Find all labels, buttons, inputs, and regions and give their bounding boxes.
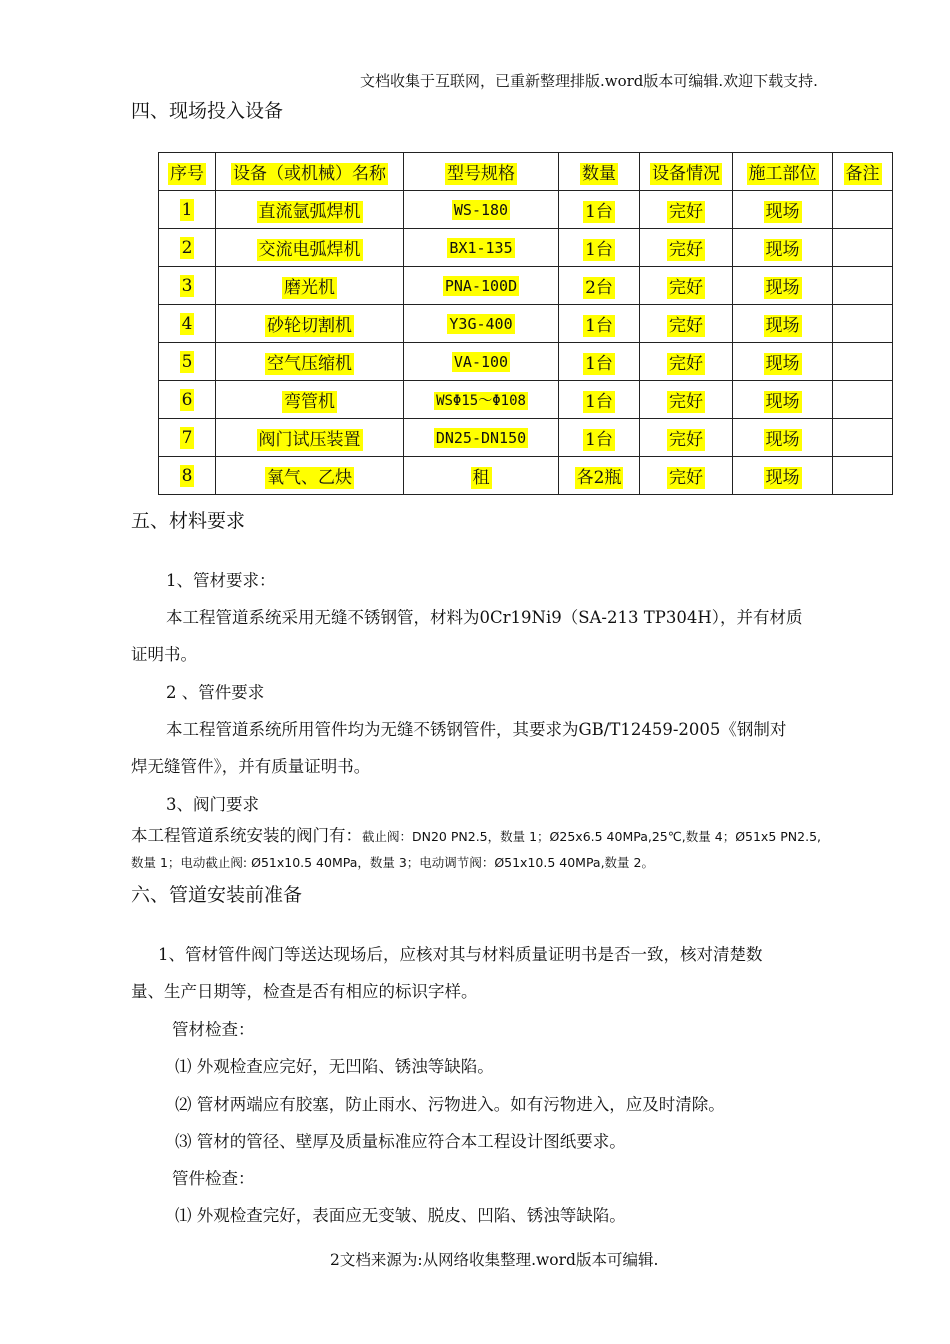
- cell: 现场: [765, 278, 800, 298]
- header-cell: 设备（或机械）名称: [216, 153, 404, 191]
- pipe-check-item: ⑶ 管材的管径、壁厚及质量标准应符合本工程设计图纸要求。: [175, 1132, 626, 1151]
- table-row: [159, 419, 893, 457]
- cell: [833, 381, 893, 419]
- table-row: [159, 381, 893, 419]
- cell: 氧气、乙炔: [267, 468, 352, 488]
- cell: 1台: [585, 430, 613, 450]
- cell: 现场: [765, 240, 800, 260]
- pipe-check-item: ⑴ 外观检查应完好，无凹陷、锈浊等缺陷。: [175, 1057, 494, 1076]
- cell: 3: [181, 275, 193, 296]
- table-row: [159, 457, 893, 495]
- cell: 弯管机: [284, 392, 335, 412]
- cell: [833, 267, 893, 305]
- cell: 完好: [669, 202, 703, 222]
- cell: 1台: [585, 316, 613, 336]
- cell: Y3G-400: [449, 314, 513, 333]
- header-cell: 施工部位: [733, 153, 833, 191]
- fitting-req-text-1: 本工程管道系统所用管件均为无缝不锈钢管件，其要求为GB/T12459-2005《钢制对: [166, 720, 787, 739]
- cell: 现场: [765, 468, 800, 488]
- cell: 完好: [669, 430, 703, 450]
- cell: 1台: [585, 354, 613, 374]
- cell: 完好: [669, 278, 703, 298]
- cell: 完好: [669, 468, 703, 488]
- cell: [833, 457, 893, 495]
- cell: 磨光机: [284, 278, 335, 298]
- cell: 8: [181, 465, 193, 486]
- cell: 1台: [585, 240, 613, 260]
- cell: 完好: [669, 354, 703, 374]
- cell: 直流氩弧焊机: [258, 202, 361, 222]
- cell: 现场: [765, 316, 800, 336]
- cell: 砂轮切割机: [267, 316, 352, 336]
- cell: 2台: [585, 278, 613, 298]
- cell: 4: [181, 313, 193, 334]
- valve-lead: 本工程管道系统安装的阀门有：: [131, 826, 362, 845]
- pipe-check-title: 管材检查：: [172, 1020, 255, 1039]
- footer-note: 2文档来源为:从网络收集整理.word版本可编辑.: [330, 1251, 659, 1269]
- section-6-title: 六、管道安装前准备: [131, 884, 303, 906]
- cell: 1台: [585, 392, 613, 412]
- cell: 现场: [765, 392, 800, 412]
- section-5-title: 五、材料要求: [131, 510, 246, 532]
- valve-req-line-1: [131, 822, 821, 846]
- header-cell: 备注: [833, 153, 893, 191]
- cell: [833, 229, 893, 267]
- header-note: 文档收集于互联网，已重新整理排版.word版本可编辑.欢迎下载支持.: [360, 72, 818, 90]
- section-4-title: 四、现场投入设备: [131, 100, 284, 122]
- table-row: [159, 305, 893, 343]
- cell: 1台: [585, 202, 613, 222]
- header-cell: 数量: [559, 153, 640, 191]
- cell: 完好: [669, 392, 703, 412]
- cell: [833, 191, 893, 229]
- cell: VA-100: [453, 352, 509, 371]
- table-header-row: [159, 153, 893, 191]
- cell: 完好: [669, 240, 703, 260]
- cell: [833, 343, 893, 381]
- pipe-check-item: ⑵ 管材两端应有胶塞，防止雨水、污物进入。如有污物进入，应及时清除。: [175, 1095, 725, 1114]
- prep-item-1-line-2: 量、生产日期等，检查是否有相应的标识字样。: [131, 982, 478, 1001]
- cell: 现场: [765, 354, 800, 374]
- cell: 现场: [765, 430, 800, 450]
- cell: 各2瓶: [576, 468, 622, 488]
- fitting-req-title: 2 、管件要求: [166, 683, 265, 702]
- cell: 6: [181, 389, 193, 410]
- cell: [833, 419, 893, 457]
- valve-detail-1: 截止阀：DN20 PN2.5，数量 1；Ø25x6.5 40MPa,25℃,数量 4；Ø51x5 PN2.5,: [362, 829, 821, 844]
- cell: 空气压缩机: [267, 354, 352, 374]
- equipment-table: [158, 152, 893, 495]
- cell: DN25-DN150: [435, 428, 527, 447]
- fitting-check-title: 管件检查：: [172, 1169, 255, 1188]
- cell: 阀门试压装置: [258, 430, 361, 450]
- cell: 2: [181, 237, 193, 258]
- cell: [833, 305, 893, 343]
- cell: WS-180: [453, 200, 509, 219]
- prep-item-1-line-1: 1、管材管件阀门等送达现场后，应核对其与材料质量证明书是否一致，核对清楚数: [158, 945, 763, 964]
- table-row: [159, 343, 893, 381]
- pipe-req-title: 1、管材要求：: [166, 571, 276, 590]
- valve-req-title: 3、阀门要求: [166, 795, 259, 814]
- valve-detail-2: 数量 1；电动截止阀: Ø51x10.5 40MPa，数量 3；电动调节阀：Ø51x10.5 40MPa,数量 2。: [131, 855, 654, 870]
- cell: 交流电弧焊机: [258, 240, 361, 260]
- table-row: [159, 267, 893, 305]
- fitting-req-text-2: 焊无缝管件》，并有质量证明书。: [131, 757, 371, 776]
- cell: 租: [472, 468, 490, 488]
- pipe-req-text-2: 证明书。: [131, 645, 197, 664]
- cell: 1: [181, 199, 193, 220]
- table-row: [159, 229, 893, 267]
- cell: 7: [181, 427, 193, 448]
- cell: 完好: [669, 316, 703, 336]
- table-row: [159, 191, 893, 229]
- header-cell: 设备情况: [640, 153, 733, 191]
- cell: 5: [181, 351, 193, 372]
- pipe-req-text-1: 本工程管道系统采用无缝不锈钢管，材料为0Cr19Ni9（SA-213 TP304H），并有材质: [166, 608, 803, 627]
- cell: PNA-100D: [444, 276, 518, 295]
- fitting-check-item: ⑴ 外观检查完好，表面应无变皱、脱皮、凹陷、锈浊等缺陷。: [175, 1206, 626, 1225]
- cell: WSΦ15～Φ108: [436, 392, 526, 409]
- header-cell: 型号规格: [404, 153, 559, 191]
- cell: BX1-135: [449, 238, 513, 257]
- cell: 现场: [765, 202, 800, 222]
- header-cell: 序号: [159, 153, 216, 191]
